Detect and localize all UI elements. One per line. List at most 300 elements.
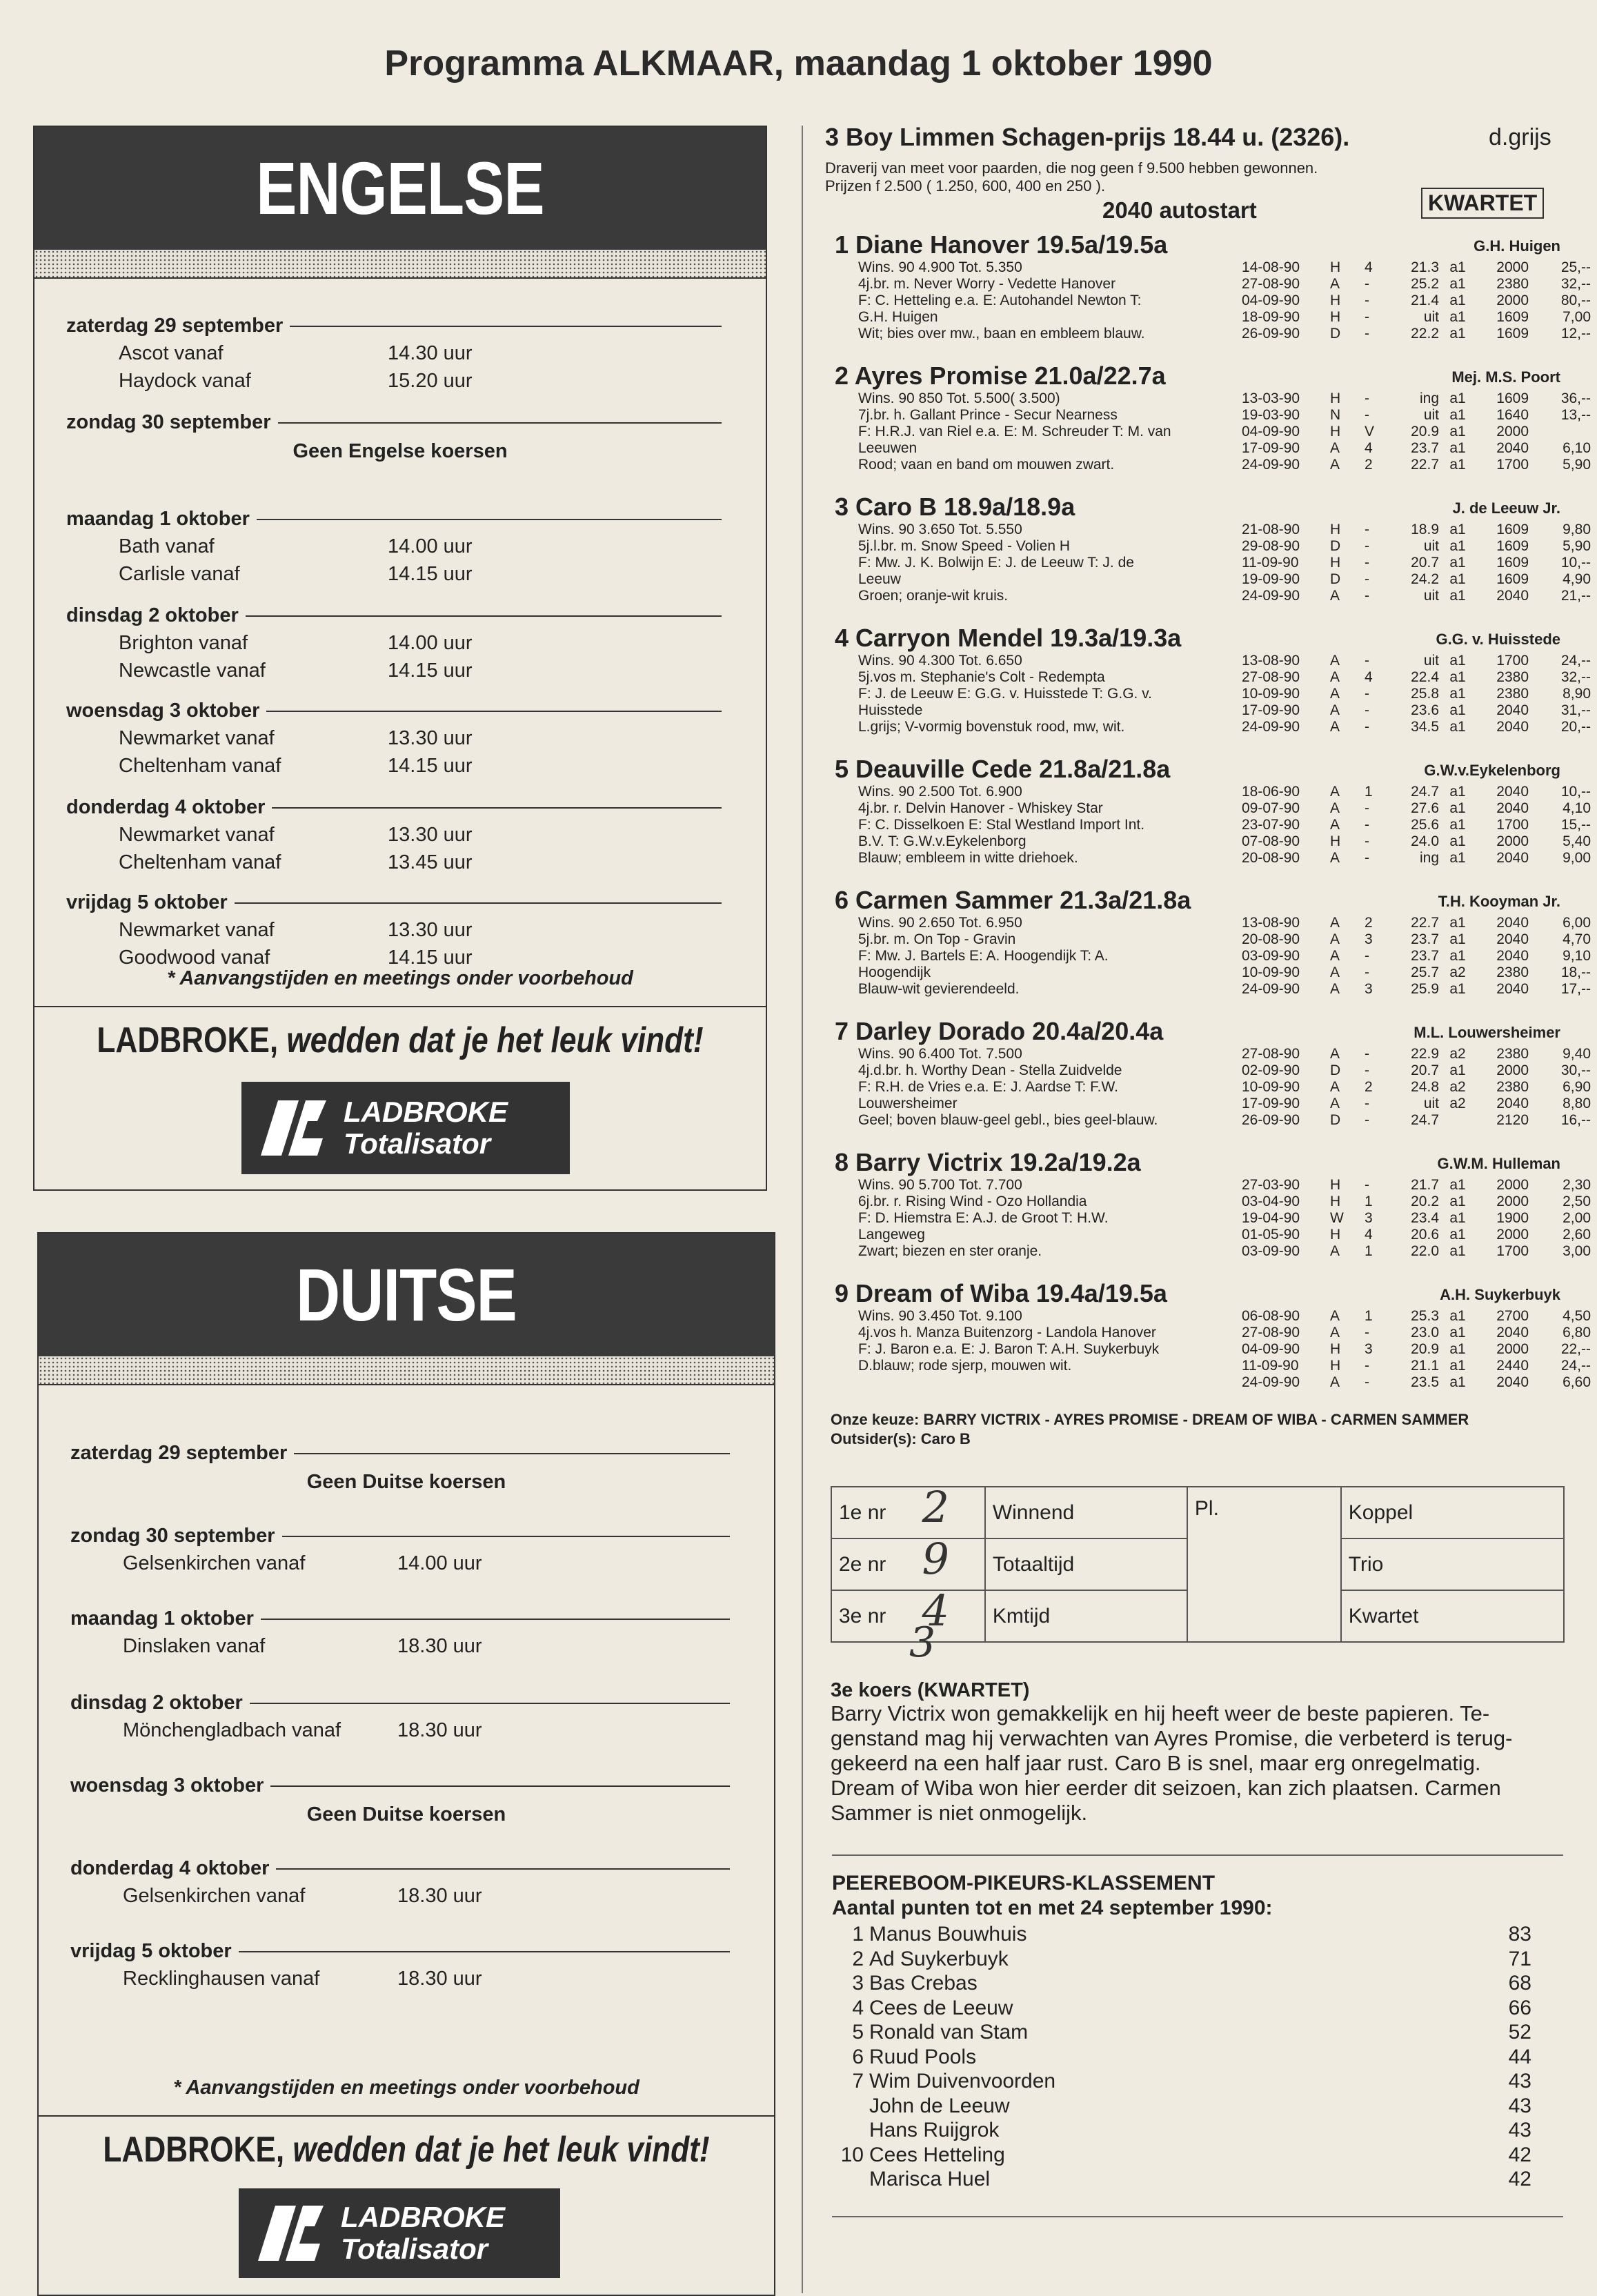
form-cell: 4,10	[1563, 800, 1591, 816]
rank-points: 43	[1508, 2070, 1531, 2092]
form-cell: 3,00	[1563, 1243, 1591, 1259]
form-cell: -	[1365, 1177, 1369, 1193]
form-cell: 20.6	[1411, 1227, 1439, 1243]
form-cell: -	[1365, 522, 1369, 537]
ladbroke-slogan: LADBROKE, wedden dat je het leuk vindt!	[97, 1020, 704, 1060]
horse-entry	[835, 1148, 1591, 1276]
day-rule	[290, 326, 722, 327]
horse-form	[1242, 522, 1591, 604]
form-cell: 23-07-90	[1242, 817, 1300, 833]
form-cell: 5,90	[1563, 538, 1591, 554]
form-cell: -	[1365, 964, 1369, 980]
form-cell: D	[1330, 538, 1341, 554]
horse-info	[858, 390, 1217, 473]
form-cell: 22.7	[1411, 457, 1439, 473]
form-cell: -	[1365, 1358, 1369, 1374]
venue-time: 14.15 uur	[388, 563, 473, 585]
form-row	[1242, 1112, 1591, 1129]
form-cell: -	[1365, 555, 1369, 571]
horse-entry	[835, 1279, 1591, 1407]
kmtijd-cell[interactable]: Kmtijd	[985, 1590, 1187, 1642]
form-cell: A	[1330, 981, 1340, 997]
form-row	[1242, 1227, 1591, 1243]
rank-name: Marisca Huel	[869, 2168, 991, 2190]
form-cell: a1	[1449, 800, 1466, 816]
form-cell: 2	[1365, 915, 1373, 931]
venue-time: 14.15 uur	[388, 755, 473, 777]
horse-form	[1242, 1177, 1591, 1260]
horse-info-line: Zwart; biezen en ster oranje.	[858, 1243, 1042, 1259]
form-cell: H	[1330, 424, 1341, 439]
race-conditions: Draverij van meet voor paarden, die nog geen f 9.500 hebben gewonnen.	[825, 159, 1318, 177]
horse-info-line: 4j.br. m. Never Worry - Vedette Hanover	[858, 276, 1116, 292]
form-cell: a1	[1449, 276, 1466, 292]
horse-name: 7 Darley Dorado 20.4a/20.4a	[835, 1017, 1164, 1045]
form-cell: 2380	[1496, 686, 1529, 702]
rank-row	[832, 2094, 1567, 2119]
form-row	[1242, 390, 1591, 407]
form-cell: 21.3	[1411, 259, 1439, 275]
kwartet-cell[interactable]: Kwartet	[1341, 1590, 1564, 1642]
form-cell: 1	[1365, 1194, 1373, 1209]
form-cell: 2	[1365, 457, 1373, 473]
form-cell: 18-09-90	[1242, 309, 1300, 325]
horse-info	[858, 259, 1217, 342]
form-row	[1242, 522, 1591, 538]
day-label: donderdag 4 oktober	[66, 796, 266, 818]
form-cell: a1	[1449, 1325, 1466, 1340]
form-cell: 2040	[1496, 1374, 1529, 1390]
horse-info-line: Groen; oranje-wit kruis.	[858, 588, 1009, 604]
horse-info-line: Wins. 90 3.450 Tot. 9.100	[858, 1308, 1022, 1324]
form-cell: 09-07-90	[1242, 800, 1300, 816]
form-cell: -	[1365, 948, 1369, 964]
rank-name: Bas Crebas	[869, 1972, 978, 1995]
venue-name: Brighton vanaf	[119, 632, 248, 654]
horse-info-line: Rood; vaan en band om mouwen zwart.	[858, 457, 1115, 473]
form-cell: 29-08-90	[1242, 538, 1300, 554]
form-cell: -	[1365, 390, 1369, 406]
horse-info-line: F: H.R.J. van Riel e.a. E: M. Schreuder T: M. van	[858, 424, 1171, 439]
form-cell: 2000	[1496, 1194, 1529, 1209]
form-cell: 2000	[1496, 833, 1529, 849]
form-cell: 8,90	[1563, 686, 1591, 702]
form-cell: 27-03-90	[1242, 1177, 1300, 1193]
horse-info-line: Wins. 90 4.300 Tot. 6.650	[858, 653, 1022, 669]
form-cell: 9,80	[1563, 522, 1591, 537]
rank-name: Manus Bouwhuis	[869, 1923, 1027, 1946]
form-cell: 2040	[1496, 915, 1529, 931]
form-cell: 10-09-90	[1242, 1079, 1300, 1095]
form-cell: A	[1330, 702, 1340, 718]
form-cell: 7,00	[1563, 309, 1591, 325]
form-cell: 1	[1365, 1308, 1373, 1324]
form-row	[1242, 293, 1591, 309]
form-cell: 3	[1365, 981, 1373, 997]
venue-name: Haydock vanaf	[119, 370, 251, 392]
form-row	[1242, 964, 1591, 981]
horse-trainer: G.W.M. Hulleman	[1437, 1155, 1560, 1172]
form-cell: 1700	[1496, 457, 1529, 473]
form-cell: 17-09-90	[1242, 1096, 1300, 1111]
form-cell: a1	[1449, 931, 1466, 947]
onze-keuze: Onze keuze: BARRY VICTRIX - AYRES PROMISE - DREAM OF WIBA - CARMEN SAMMER	[831, 1411, 1469, 1428]
form-cell: -	[1365, 1374, 1369, 1390]
rank-position: 6	[852, 2045, 864, 2068]
form-cell: 6,80	[1563, 1325, 1591, 1340]
form-cell: 2380	[1496, 964, 1529, 980]
form-cell: N	[1330, 407, 1341, 423]
rank-name: Ruud Pools	[869, 2045, 977, 2068]
race-day	[70, 1692, 730, 1714]
column-divider	[802, 126, 803, 2293]
horse-info-line: Louwersheimer	[858, 1096, 958, 1111]
day-label: zaterdag 29 september	[66, 315, 284, 337]
form-row	[1242, 1079, 1591, 1096]
form-cell: 27-08-90	[1242, 276, 1300, 292]
form-cell: 06-08-90	[1242, 1308, 1300, 1324]
no-races-note: Geen Duitse koersen	[306, 1471, 506, 1493]
horse-info-line: Wins. 90 4.900 Tot. 5.350	[858, 259, 1022, 275]
ladbroke-ad	[39, 2115, 774, 2295]
horse-info-line: 5j.br. m. On Top - Gravin	[858, 931, 1016, 947]
horse-name: 9 Dream of Wiba 19.4a/19.5a	[835, 1279, 1167, 1307]
rank-points: 83	[1508, 1923, 1531, 1946]
rank-position: 5	[852, 2021, 864, 2043]
rank-points: 71	[1508, 1947, 1531, 1970]
venue-name: Dinslaken vanaf	[123, 1635, 266, 1657]
horse-info-line: F: C. Disselkoen E: Stal Westland Import Int.	[858, 817, 1145, 833]
form-cell: H	[1330, 390, 1341, 406]
dot-pattern	[39, 1356, 774, 1385]
race-day	[66, 508, 722, 531]
venue-time: 13.30 uur	[388, 727, 473, 749]
form-cell: 17,--	[1560, 981, 1591, 997]
race-day	[70, 1774, 730, 1797]
handwritten-fourth: 3	[909, 1619, 936, 1667]
horse-info	[858, 522, 1217, 604]
venue-name: Newmarket vanaf	[119, 919, 275, 941]
form-cell: a1	[1449, 1227, 1466, 1243]
form-row	[1242, 407, 1591, 424]
horse-name: 3 Caro B 18.9a/18.9a	[835, 493, 1075, 521]
form-cell: 2040	[1496, 702, 1529, 718]
form-cell	[1439, 1112, 1476, 1129]
form-cell: 24-09-90	[1242, 1374, 1300, 1390]
form-row	[1242, 1177, 1591, 1194]
form-row	[1242, 653, 1591, 669]
form-cell: 2,00	[1563, 1210, 1591, 1226]
form-row	[1242, 669, 1591, 686]
day-label: maandag 1 oktober	[70, 1607, 254, 1630]
form-cell: 23.7	[1411, 931, 1439, 947]
form-cell: 2,30	[1563, 1177, 1591, 1193]
form-cell: 04-09-90	[1242, 424, 1300, 439]
form-cell: W	[1330, 1210, 1344, 1226]
form-cell: 11-09-90	[1242, 555, 1299, 571]
form-cell: 22.9	[1411, 1046, 1439, 1062]
venue-time: 14.15 uur	[388, 947, 473, 969]
form-cell: 6,00	[1563, 915, 1591, 931]
form-row	[1242, 571, 1591, 588]
race-day	[66, 604, 722, 627]
form-cell: 2040	[1496, 784, 1529, 800]
form-row	[1242, 1062, 1591, 1079]
form-cell: 6,10	[1563, 440, 1591, 456]
horse-info-line: Hoogendijk	[858, 964, 931, 980]
horse-trainer: T.H. Kooyman Jr.	[1438, 893, 1560, 910]
horse-info	[858, 784, 1217, 867]
form-cell: 4,90	[1563, 571, 1591, 587]
form-cell: 26-09-90	[1242, 1112, 1300, 1128]
form-cell: 2000	[1496, 293, 1529, 308]
duitse-racekalender	[37, 1232, 775, 2296]
form-cell: D	[1330, 1062, 1341, 1078]
form-cell: 24.8	[1411, 1079, 1439, 1095]
form-cell: 13-08-90	[1242, 915, 1300, 931]
form-cell: 27.6	[1411, 800, 1439, 816]
day-rule	[294, 1453, 730, 1454]
form-cell: 9,00	[1563, 850, 1591, 866]
form-cell: 01-05-90	[1242, 1227, 1300, 1243]
form-cell: 22.7	[1411, 915, 1439, 931]
horse-info-line: Wins. 90 5.700 Tot. 7.700	[858, 1177, 1022, 1193]
form-cell: 2040	[1496, 588, 1529, 604]
form-cell: 12,--	[1560, 326, 1591, 342]
form-cell: 1700	[1496, 817, 1529, 833]
form-cell: 2380	[1496, 1079, 1529, 1095]
rank-name: Hans Ruijgrok	[869, 2119, 1000, 2141]
form-cell: -	[1365, 702, 1369, 718]
form-cell: 21-08-90	[1242, 522, 1300, 537]
form-cell: 18,--	[1560, 964, 1591, 980]
form-cell: 26-09-90	[1242, 326, 1300, 342]
form-cell: 1609	[1496, 555, 1529, 571]
form-cell: 15,--	[1560, 817, 1591, 833]
form-cell: H	[1330, 522, 1341, 537]
horse-info	[858, 1046, 1217, 1129]
venue-time: 13.45 uur	[388, 851, 473, 873]
horse-info-line: Wins. 90 2.500 Tot. 6.900	[858, 784, 1022, 800]
form-cell: 22.2	[1411, 326, 1439, 342]
form-row	[1242, 538, 1591, 555]
venue-time: 18.30 uur	[397, 1885, 482, 1907]
form-cell: 2000	[1496, 1341, 1529, 1357]
form-cell: 1700	[1496, 1243, 1529, 1259]
klassement-head: PEEREBOOM-PIKEURS-KLASSEMENT	[832, 1872, 1216, 1894]
trio-cell[interactable]: Trio	[1341, 1538, 1564, 1590]
day-label: zaterdag 29 september	[70, 1442, 288, 1464]
horse-trainer: G.W.v.Eykelenborg	[1424, 762, 1560, 779]
form-cell: 1700	[1496, 653, 1529, 669]
form-cell: 2000	[1496, 1177, 1529, 1193]
form-cell: 25.8	[1411, 686, 1439, 702]
race-day	[66, 796, 722, 819]
form-cell: 4,50	[1563, 1308, 1591, 1324]
form-cell: 20.9	[1411, 1341, 1439, 1357]
form-cell: a1	[1449, 588, 1466, 604]
rank-position: 3	[852, 1972, 864, 1995]
form-cell: 21.1	[1411, 1358, 1439, 1374]
koppel-cell[interactable]: Koppel	[1341, 1487, 1564, 1538]
form-cell: -	[1365, 309, 1369, 325]
day-rule	[235, 902, 722, 904]
form-cell: 18.9	[1411, 522, 1439, 537]
commentary-line: genstand mag hij verwachten van Ayres Promise, die verbeterd is terug-	[831, 1726, 1513, 1750]
rank-position	[832, 2118, 869, 2143]
ladbroke-logo-icon	[254, 1097, 330, 1159]
form-cell: 19-03-90	[1242, 407, 1300, 423]
venue-name: Newmarket vanaf	[119, 824, 275, 846]
form-cell: H	[1330, 1227, 1341, 1243]
form-cell: 1	[1365, 1243, 1373, 1259]
form-row	[1242, 326, 1591, 342]
form-cell: -	[1365, 817, 1369, 833]
form-cell: 10,--	[1560, 784, 1591, 800]
form-cell: 24,--	[1560, 653, 1591, 669]
form-cell: a1	[1449, 817, 1466, 833]
form-cell: -	[1365, 1112, 1369, 1128]
result-2-cell[interactable]: 9	[915, 1538, 984, 1590]
race-day	[70, 1940, 730, 1963]
horse-info	[858, 1177, 1217, 1260]
rank-points: 42	[1508, 2168, 1531, 2190]
klassement-subhead: Aantal punten tot en met 24 september 1990:	[832, 1897, 1273, 1919]
horse-info-line: Blauw; embleem in witte driehoek.	[858, 850, 1078, 866]
horse-info-line: Leeuw	[858, 571, 901, 587]
form-cell: 11-09-90	[1242, 1358, 1299, 1374]
rank-name: Cees de Leeuw	[869, 1996, 1013, 2019]
form-cell: a1	[1449, 390, 1466, 406]
horse-name: 5 Deauville Cede 21.8a/21.8a	[835, 755, 1171, 783]
form-cell: 2380	[1496, 669, 1529, 685]
form-cell: a1	[1449, 1062, 1466, 1078]
form-cell: 03-09-90	[1242, 948, 1300, 964]
day-label: donderdag 4 oktober	[70, 1857, 270, 1879]
horse-info-line: 4j.br. r. Delvin Hanover - Whiskey Star	[858, 800, 1103, 816]
horse-form	[1242, 1308, 1591, 1391]
form-cell: a1	[1449, 702, 1466, 718]
horse-name: 6 Carmen Sammer 21.3a/21.8a	[835, 886, 1191, 914]
winnend-cell[interactable]: Winnend	[985, 1487, 1187, 1538]
form-cell: A	[1330, 784, 1340, 800]
venue-time: 14.00 uur	[388, 535, 473, 557]
form-cell: D	[1330, 326, 1341, 342]
race-day	[66, 411, 722, 434]
form-cell	[1529, 424, 1591, 440]
kwartet-badge: KWARTET	[1421, 188, 1544, 219]
form-row	[1242, 457, 1591, 473]
pl-cell[interactable]: Pl.	[1187, 1487, 1341, 1642]
form-row	[1242, 719, 1591, 735]
form-cell: a1	[1449, 1177, 1466, 1193]
venue-name: Cheltenham vanaf	[119, 755, 281, 777]
form-cell: 2040	[1496, 948, 1529, 964]
ladbroke-totalisator-logo: LADBROKE Totalisator	[241, 1082, 570, 1174]
page-title: Programma ALKMAAR, maandag 1 oktober 1990	[384, 43, 1213, 83]
race-day	[66, 891, 722, 914]
form-cell: 4,70	[1563, 931, 1591, 947]
form-cell: -	[1365, 571, 1369, 587]
rank-position	[832, 2094, 869, 2119]
form-cell: ing	[1419, 850, 1439, 866]
horse-info-line: F: J. de Leeuw E: G.G. v. Huisstede T: G.G. v.	[858, 686, 1152, 702]
horse-info-line: 5j.vos m. Stephanie's Colt - Redempta	[858, 669, 1105, 685]
venue-time: 18.30 uur	[397, 1719, 482, 1741]
race-day	[70, 1525, 730, 1547]
horse-info-line: D.blauw; rode sjerp, mouwen wit.	[858, 1358, 1072, 1374]
horse-info-line: Geel; boven blauw-geel gebl., bies geel-blauw.	[858, 1112, 1158, 1128]
horse-form	[1242, 1046, 1591, 1129]
form-cell: H	[1330, 309, 1341, 325]
rank-name: Ad Suykerbuyk	[869, 1947, 1009, 1970]
rank-name: John de Leeuw	[869, 2094, 1010, 2117]
result-1-cell[interactable]: 2	[915, 1487, 984, 1538]
form-row	[1242, 948, 1591, 964]
rank-row	[832, 2143, 1567, 2168]
form-cell: 23.7	[1411, 948, 1439, 964]
form-cell: 22,--	[1560, 1341, 1591, 1357]
horse-info-line: B.V. T: G.W.v.Eykelenborg	[858, 833, 1026, 849]
form-cell: 80,--	[1560, 293, 1591, 308]
race-day	[70, 1442, 730, 1465]
ladbroke-totalisator-logo: LADBROKE Totalisator	[239, 2188, 560, 2278]
result-label-2: 2e nr	[831, 1538, 915, 1590]
form-row	[1242, 981, 1591, 998]
form-cell: 23.6	[1411, 702, 1439, 718]
day-rule	[282, 1536, 730, 1537]
form-cell: a1	[1449, 326, 1466, 342]
day-label: maandag 1 oktober	[66, 508, 250, 530]
form-cell: A	[1330, 1308, 1340, 1324]
form-cell: a1	[1449, 784, 1466, 800]
form-cell: 22.0	[1411, 1243, 1439, 1259]
form-cell: 2700	[1496, 1308, 1529, 1324]
horse-entry	[835, 230, 1591, 359]
horse-name: 4 Carryon Mendel 19.3a/19.3a	[835, 624, 1182, 652]
form-cell: A	[1330, 1096, 1340, 1111]
form-cell: 2000	[1496, 1062, 1529, 1078]
horse-info-line: Wins. 90 3.650 Tot. 5.550	[858, 522, 1022, 537]
form-row	[1242, 702, 1591, 719]
form-row	[1242, 1341, 1591, 1358]
form-cell: 13,--	[1560, 407, 1591, 423]
horse-form	[1242, 915, 1591, 998]
form-cell: 25,--	[1560, 259, 1591, 275]
form-cell: a1	[1449, 407, 1466, 423]
venue-time: 14.30 uur	[388, 342, 473, 364]
horse-info-line: F: C. Hetteling e.a. E: Autohandel Newton T:	[858, 293, 1142, 308]
schedule-note: * Aanvangstijden en meetings onder voorbehoud	[167, 967, 633, 989]
form-cell: A	[1330, 1374, 1340, 1390]
form-cell: A	[1330, 817, 1340, 833]
horse-info-line: Wit; bies over mw., baan en embleem blauw.	[858, 326, 1145, 342]
day-label: dinsdag 2 oktober	[70, 1692, 243, 1714]
horse-name: 8 Barry Victrix 19.2a/19.2a	[835, 1148, 1141, 1176]
schedule-note: * Aanvangstijden en meetings onder voorbehoud	[173, 2077, 639, 2099]
form-cell: A	[1330, 1243, 1340, 1259]
race-day	[66, 315, 722, 337]
race-distance: 2040 autostart	[1102, 197, 1257, 223]
form-cell: V	[1365, 424, 1375, 439]
race-title: 3 Boy Limmen Schagen-prijs 18.44 u. (2326).	[825, 123, 1350, 151]
form-cell: 14-08-90	[1242, 259, 1300, 275]
totaaltijd-cell[interactable]: Totaaltijd	[985, 1538, 1187, 1590]
form-cell: a2	[1449, 1046, 1466, 1062]
result-3-cell[interactable]: 4	[915, 1590, 984, 1642]
form-cell: 1609	[1496, 522, 1529, 537]
form-cell: 36,--	[1560, 390, 1591, 406]
